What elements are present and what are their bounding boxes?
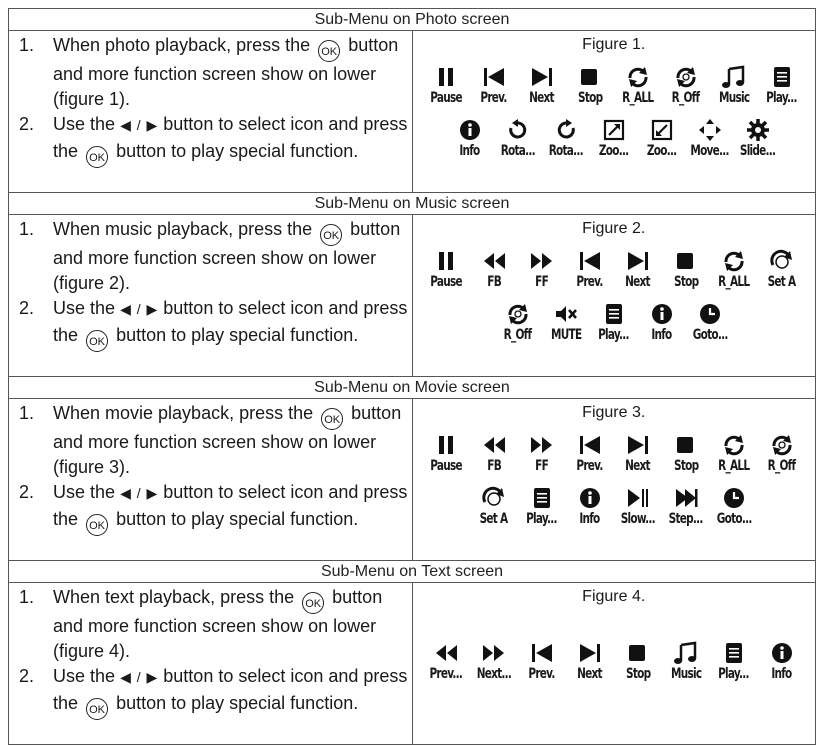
- figure-cell: [412, 31, 816, 193]
- step-number: 1.: [19, 219, 35, 239]
- fast-forward-icon: [529, 433, 555, 457]
- step-2-middle: button to select icon and press the: [53, 666, 408, 713]
- stop-icon: [577, 65, 603, 89]
- icon-row: [413, 433, 816, 474]
- pause-icon: [433, 433, 459, 457]
- step-1-text: When music playback, press the: [53, 219, 313, 239]
- menu-option-label: Info: [579, 511, 600, 527]
- menu-option: [714, 641, 754, 682]
- menu-option-label: Goto...: [716, 511, 752, 527]
- playlist-icon: [601, 302, 627, 326]
- step-2: [19, 664, 412, 719]
- menu-option: [738, 118, 778, 159]
- menu-option: [450, 118, 490, 159]
- menu-option-label: R_Off: [767, 458, 796, 474]
- previous-icon: [529, 641, 555, 665]
- next-page-icon: [481, 641, 507, 665]
- step-1: [19, 585, 412, 664]
- menu-option: [498, 302, 538, 343]
- step-icon: [673, 486, 699, 510]
- section-heading: Sub-Menu on Photo screen: [9, 9, 816, 31]
- menu-option: [474, 433, 514, 474]
- step-1-text: When movie playback, press the: [53, 403, 314, 423]
- menu-option: [666, 486, 706, 527]
- step-number: 1.: [19, 587, 35, 607]
- menu-option: [666, 249, 706, 290]
- icon-row: [413, 118, 816, 159]
- menu-option-label: FB: [486, 458, 501, 474]
- slow-icon: [625, 486, 651, 510]
- menu-option: [522, 433, 562, 474]
- icon-row: [413, 65, 816, 106]
- pause-icon: [433, 65, 459, 89]
- step-number: 1.: [19, 35, 35, 55]
- left-right-arrow-icon: ◀ / ▶: [120, 669, 159, 686]
- instructions-cell: [9, 583, 413, 745]
- step-2: [19, 296, 412, 351]
- menu-option-label: Rota...: [500, 143, 535, 159]
- menu-option-label: Pause: [429, 274, 462, 290]
- step-2-text: Use the: [53, 114, 116, 135]
- menu-option: [498, 118, 538, 159]
- menu-option: [762, 433, 802, 474]
- step-number: 2.: [19, 482, 35, 503]
- menu-option: [426, 433, 466, 474]
- figure-cell: [412, 583, 816, 745]
- step-number: 2.: [19, 114, 35, 135]
- step-2-continued: button to play special function.: [116, 508, 359, 529]
- menu-option-label: Play...: [526, 511, 558, 527]
- menu-option-label: MUTE: [550, 327, 581, 343]
- menu-option: [474, 641, 514, 682]
- slideshow-gear-icon: [745, 118, 771, 142]
- menu-option: [426, 249, 466, 290]
- menu-option-label: FF: [535, 274, 549, 290]
- next-icon: [625, 433, 651, 457]
- menu-option-label: Zoo...: [646, 143, 677, 159]
- menu-option-label: Next...: [476, 666, 511, 682]
- menu-option: [426, 641, 466, 682]
- repeat-all-icon: [721, 249, 747, 273]
- info-icon: [457, 118, 483, 142]
- menu-option-label: Stop: [577, 90, 602, 106]
- menu-option-label: FF: [535, 458, 549, 474]
- step-2-middle: button to select icon and press the: [53, 482, 408, 529]
- instructions-cell: [9, 215, 413, 377]
- playlist-icon: [721, 641, 747, 665]
- info-icon: [769, 641, 795, 665]
- playlist-icon: [769, 65, 795, 89]
- figure-cell: [412, 399, 816, 561]
- previous-icon: [577, 249, 603, 273]
- left-right-arrow-icon: ◀ / ▶: [120, 301, 159, 318]
- menu-option-label: Prev...: [429, 666, 463, 682]
- menu-option-label: Prev.: [480, 90, 507, 106]
- step-2-continued: button to play special function.: [116, 692, 359, 713]
- menu-option: [714, 249, 754, 290]
- menu-option-label: Pause: [429, 90, 462, 106]
- step-number: 2.: [19, 666, 35, 687]
- menu-option: [570, 65, 610, 106]
- ok-button-icon: OK: [320, 224, 342, 246]
- ok-button-icon: OK: [321, 408, 343, 430]
- step-1-text: When text playback, press the: [53, 587, 295, 607]
- icon-row: [413, 302, 816, 343]
- menu-option: [642, 302, 682, 343]
- menu-option-label: R_Off: [671, 90, 700, 106]
- repeat-off-icon: [505, 302, 531, 326]
- step-1-continued: button and more function screen show on lower (figure 1).: [53, 35, 399, 110]
- figure-caption: Figure 1.: [582, 36, 646, 53]
- menu-option: [666, 641, 706, 682]
- figure-cell: [412, 215, 816, 377]
- step-1-continued: button and more function screen show on lower (figure 2).: [53, 219, 401, 294]
- menu-option: [690, 302, 730, 343]
- menu-option: [474, 65, 514, 106]
- info-icon: [649, 302, 675, 326]
- menu-option-label: Next: [625, 274, 651, 290]
- move-icon: [697, 118, 723, 142]
- menu-option-label: Info: [459, 143, 480, 159]
- fast-forward-icon: [529, 249, 555, 273]
- left-right-arrow-icon: ◀ / ▶: [120, 117, 159, 134]
- menu-option: [618, 65, 658, 106]
- step-2-middle: button to select icon and press the: [53, 298, 408, 345]
- zoom-out-icon: [649, 118, 675, 142]
- icon-row: [413, 249, 816, 290]
- menu-option-label: R_ALL: [718, 458, 750, 474]
- step-2: [19, 480, 412, 535]
- menu-option: [426, 65, 466, 106]
- next-icon: [577, 641, 603, 665]
- ok-button-icon: OK: [86, 514, 108, 536]
- previous-icon: [577, 433, 603, 457]
- left-right-arrow-icon: ◀ / ▶: [120, 485, 159, 502]
- menu-option-label: Pause: [429, 458, 462, 474]
- next-icon: [625, 249, 651, 273]
- menu-option-label: Music: [718, 90, 749, 106]
- menu-option-label: Stop: [673, 458, 698, 474]
- menu-option-label: Prev.: [528, 666, 555, 682]
- menu-option-label: Stop: [673, 274, 698, 290]
- set-a-icon: [769, 249, 795, 273]
- menu-option-label: R_Off: [503, 327, 532, 343]
- goto-clock-icon: [697, 302, 723, 326]
- menu-option-label: Next: [577, 666, 603, 682]
- menu-option-label: FB: [486, 274, 501, 290]
- step-2-text: Use the: [53, 666, 116, 687]
- menu-option: [594, 118, 634, 159]
- menu-option: [570, 641, 610, 682]
- menu-option: [762, 641, 802, 682]
- zoom-in-icon: [601, 118, 627, 142]
- manual-page: [8, 8, 816, 745]
- menu-option: [762, 249, 802, 290]
- menu-option: [666, 65, 706, 106]
- step-1: [19, 33, 412, 112]
- menu-option-label: Prev.: [576, 274, 603, 290]
- step-number: 1.: [19, 403, 35, 423]
- steps-list: [9, 31, 412, 168]
- steps-list: [9, 399, 412, 536]
- step-1: [19, 217, 412, 296]
- step-1-continued: button and more function screen show on lower (figure 3).: [53, 403, 402, 478]
- step-2-text: Use the: [53, 482, 116, 503]
- menu-option-label: Next: [529, 90, 555, 106]
- fast-backward-icon: [481, 433, 507, 457]
- repeat-off-icon: [769, 433, 795, 457]
- pause-icon: [433, 249, 459, 273]
- next-icon: [529, 65, 555, 89]
- step-1-continued: button and more function screen show on lower (figure 4).: [53, 587, 383, 662]
- menu-option-label: Zoo...: [598, 143, 629, 159]
- menu-option: [714, 486, 754, 527]
- menu-option: [570, 486, 610, 527]
- menu-option: [474, 486, 514, 527]
- ok-button-icon: OK: [318, 40, 340, 62]
- steps-list: [9, 215, 412, 352]
- menu-option: [714, 433, 754, 474]
- menu-option: [618, 641, 658, 682]
- instructions-cell: [9, 399, 413, 561]
- mute-icon: [553, 302, 579, 326]
- figure-caption: Figure 2.: [582, 220, 646, 237]
- repeat-all-icon: [721, 433, 747, 457]
- menu-option-label: Next: [625, 458, 651, 474]
- stop-icon: [625, 641, 651, 665]
- playlist-icon: [529, 486, 555, 510]
- step-2-middle: button to select icon and press the: [53, 114, 408, 161]
- menu-option: [594, 302, 634, 343]
- stop-icon: [673, 249, 699, 273]
- music-icon: [673, 641, 699, 665]
- step-1-text: When photo playback, press the: [53, 35, 311, 55]
- prev-page-icon: [433, 641, 459, 665]
- menu-option-label: Prev.: [576, 458, 603, 474]
- step-2: [19, 112, 412, 167]
- menu-option: [762, 65, 802, 106]
- menu-option: [522, 486, 562, 527]
- menu-option-label: Play...: [766, 90, 798, 106]
- menu-option: [618, 486, 658, 527]
- menu-option-label: Info: [651, 327, 672, 343]
- menu-option: [546, 302, 586, 343]
- menu-option-label: Rota...: [548, 143, 583, 159]
- menu-option-label: Step...: [668, 511, 703, 527]
- rotate-left-icon: [505, 118, 531, 142]
- menu-option-label: R_ALL: [622, 90, 654, 106]
- stop-icon: [673, 433, 699, 457]
- menu-option-label: Stop: [625, 666, 650, 682]
- instructions-cell: [9, 31, 413, 193]
- menu-option: [618, 433, 658, 474]
- menu-option-label: Slow...: [620, 511, 655, 527]
- music-icon: [721, 65, 747, 89]
- set-a-icon: [481, 486, 507, 510]
- step-2-continued: button to play special function.: [116, 140, 359, 161]
- goto-clock-icon: [721, 486, 747, 510]
- menu-option-label: Set A: [767, 274, 796, 290]
- section-heading: Sub-Menu on Movie screen: [9, 377, 816, 399]
- step-2-text: Use the: [53, 298, 116, 319]
- submenu-table: [8, 8, 816, 745]
- repeat-all-icon: [625, 65, 651, 89]
- info-icon: [577, 486, 603, 510]
- menu-option: [474, 249, 514, 290]
- menu-option: [570, 433, 610, 474]
- figure-caption: Figure 3.: [582, 404, 646, 421]
- ok-button-icon: OK: [86, 146, 108, 168]
- menu-option: [690, 118, 730, 159]
- menu-option: [666, 433, 706, 474]
- menu-option: [546, 118, 586, 159]
- repeat-off-icon: [673, 65, 699, 89]
- section-heading: Sub-Menu on Music screen: [9, 193, 816, 215]
- menu-option-label: Play...: [718, 666, 750, 682]
- steps-list: [9, 583, 412, 720]
- menu-option-label: Move...: [690, 143, 729, 159]
- menu-option-label: Play...: [598, 327, 630, 343]
- menu-option-label: Info: [771, 666, 792, 682]
- menu-option: [570, 249, 610, 290]
- figure-caption: Figure 4.: [582, 588, 646, 605]
- ok-button-icon: OK: [86, 330, 108, 352]
- step-number: 2.: [19, 298, 35, 319]
- step-2-continued: button to play special function.: [116, 324, 359, 345]
- section-heading: Sub-Menu on Text screen: [9, 561, 816, 583]
- menu-option: [618, 249, 658, 290]
- menu-option: [522, 249, 562, 290]
- menu-option-label: Set A: [479, 511, 508, 527]
- menu-option: [642, 118, 682, 159]
- menu-option: [714, 65, 754, 106]
- icon-row: [413, 641, 816, 682]
- icon-row: [413, 486, 816, 527]
- rotate-right-icon: [553, 118, 579, 142]
- menu-option-label: R_ALL: [718, 274, 750, 290]
- menu-option-label: Slide...: [740, 143, 776, 159]
- previous-icon: [481, 65, 507, 89]
- step-1: [19, 401, 412, 480]
- ok-button-icon: OK: [302, 592, 324, 614]
- menu-option-label: Music: [670, 666, 701, 682]
- ok-button-icon: OK: [86, 698, 108, 720]
- menu-option: [522, 641, 562, 682]
- menu-option: [522, 65, 562, 106]
- fast-backward-icon: [481, 249, 507, 273]
- menu-option-label: Goto...: [692, 327, 728, 343]
